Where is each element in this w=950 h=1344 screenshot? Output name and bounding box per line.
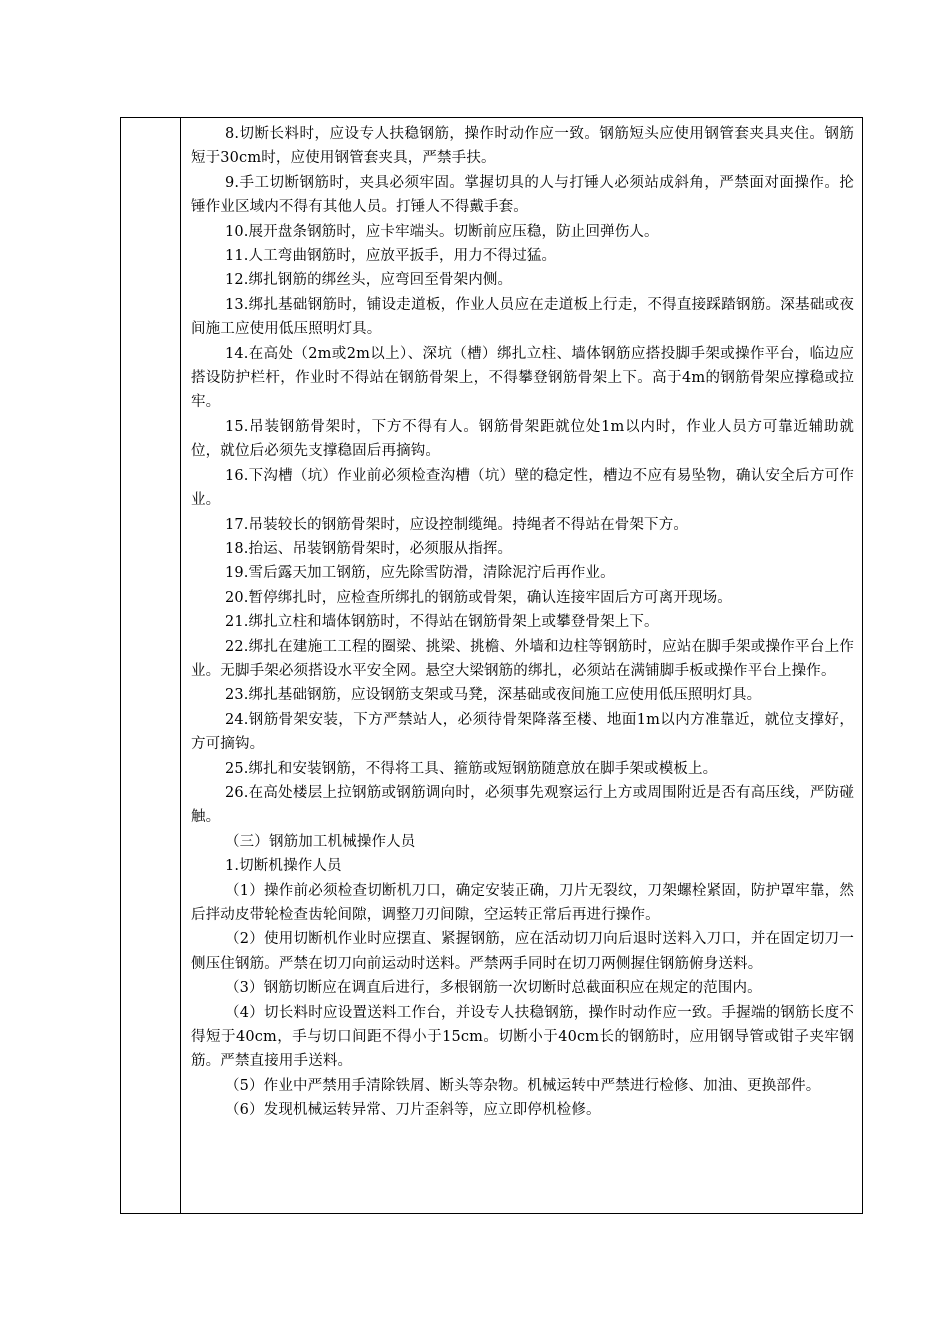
- paragraph-20: 20.暂停绑扎时，应检查所绑扎的钢筋或骨架，确认连接牢固后方可离开现场。: [225, 589, 732, 606]
- paragraph-14: 14.在高处（2m或2m以上）、深坑（槽）绑扎立柱、墙体钢筋应搭投脚手架或操作平台，临边应搭设防护栏杆，作业时不得站在钢筋骨架上，不得攀登钢筋骨架上下。高于4m的钢筋骨架应撑稳或拉牢。: [191, 345, 854, 411]
- item-1: （1）操作前必须检查切断机刀口，确定安装正确，刀片无裂纹，刀架螺栓紧固，防护罩牢靠，然后拌动皮带轮检查齿轮间隙，调整刀刃间隙，空运转正常后再进行操作。: [191, 882, 854, 923]
- paragraph-22: 22.绑扎在建施工工程的圈梁、挑梁、挑檐、外墙和边柱等钢筋时，应站在脚手架或操作平台上作业。无脚手架必须搭设水平安全网。悬空大梁钢筋的绑扎，必须站在满铺脚手板或操作平台上操作。: [191, 638, 854, 679]
- item-6: （6）发现机械运转异常、刀片歪斜等，应立即停机检修。: [225, 1102, 601, 1119]
- paragraph-18: 18.抬运、吊装钢筋骨架时，必须服从指挥。: [225, 540, 513, 557]
- paragraph-15: 15.吊装钢筋骨架时，下方不得有人。钢筋骨架距就位处1m以内时，作业人员方可靠近辅助就位，就位后必须先支撑稳固后再摘钩。: [191, 418, 854, 460]
- paragraph-25: 25.绑扎和安装钢筋，不得将工具、箍筋或短钢筋随意放在脚手架或模板上。: [225, 760, 718, 777]
- paragraph-13: 13.绑扎基础钢筋时，铺设走道板，作业人员应在走道板上行走，不得直接踩踏钢筋。深基础或夜间施工应使用低压照明灯具。: [191, 296, 854, 338]
- paragraph-11: 11.人工弯曲钢筋时，应放平扳手，用力不得过猛。: [225, 248, 557, 265]
- paragraph-19: 19.雪后露天加工钢筋，应先除雪防滑，清除泥泞后再作业。: [225, 565, 615, 582]
- paragraph-23: 23.绑扎基础钢筋，应设钢筋支架或马凳，深基础或夜间施工应使用低压照明灯具。: [225, 687, 762, 704]
- document-table: [120, 117, 863, 1214]
- content-cell: [191, 122, 854, 1123]
- item-4: （4）切长料时应设置送料工作台，并设专人扶稳钢筋，操作时动作应一致。手握端的钢筋长度不得短于40cm，手与切口间距不得小于15cm。切断小于40cm长的钢筋时，应用钢导管或钳子夹牢钢筋。严禁直接用手送料。: [191, 1004, 854, 1070]
- paragraph-12: 12.绑扎钢筋的绑丝头，应弯回至骨架内侧。: [225, 272, 513, 289]
- paragraph-8: 8.切断长料时，应设专人扶稳钢筋，操作时动作应一致。钢筋短头应使用钢管套夹具夹住。钢筋短于30cm时，应使用钢管套夹具，严禁手扶。: [191, 126, 854, 167]
- paragraph-24: 24.钢筋骨架安装，下方严禁站人，必须待骨架降落至楼、地面1m以内方准靠近，就位支撑好，方可摘钩。: [191, 711, 854, 753]
- label-column: [121, 118, 181, 1213]
- paragraph-21: 21.绑扎立柱和墙体钢筋时，不得站在钢筋骨架上或攀登骨架上下。: [225, 614, 659, 631]
- paragraph-9: 9.手工切断钢筋时，夹具必须牢固。掌握切具的人与打锤人必须站成斜角，严禁面对面操作。抡锤作业区域内不得有其他人员。打锤人不得戴手套。: [191, 174, 854, 216]
- paragraph-10: 10.展开盘条钢筋时，应卡牢端头。切断前应压稳，防止回弹伤人。: [225, 223, 659, 240]
- subsection-heading-1: 1.切断机操作人员: [225, 858, 342, 875]
- item-3: （3）钢筋切断应在调直后进行，多根钢筋一次切断时总截面积应在规定的范围内。: [225, 980, 762, 997]
- item-5: （5）作业中严禁用手清除铁屑、断头等杂物。机械运转中严禁进行检修、加油、更换部件。: [225, 1077, 821, 1094]
- paragraph-16: 16.下沟槽（坑）作业前必须检查沟槽（坑）壁的稳定性，槽边不应有易坠物，确认安全后方可作业。: [191, 467, 854, 509]
- paragraph-17: 17.吊装较长的钢筋骨架时，应设控制缆绳。持绳者不得站在骨架下方。: [225, 516, 689, 533]
- paragraph-26: 26.在高处楼层上拉钢筋或钢筋调向时，必须事先观察运行上方或周围附近是否有高压线，严防碰触。: [191, 784, 854, 826]
- item-2: （2）使用切断机作业时应摆直、紧握钢筋，应在活动切刀向后退时送料入刀口，并在固定切刀一侧压住钢筋。严禁在切刀向前运动时送料。严禁两手同时在切刀两侧握住钢筋俯身送料。: [191, 931, 854, 972]
- section-heading-3: （三）钢筋加工机械操作人员: [225, 833, 416, 850]
